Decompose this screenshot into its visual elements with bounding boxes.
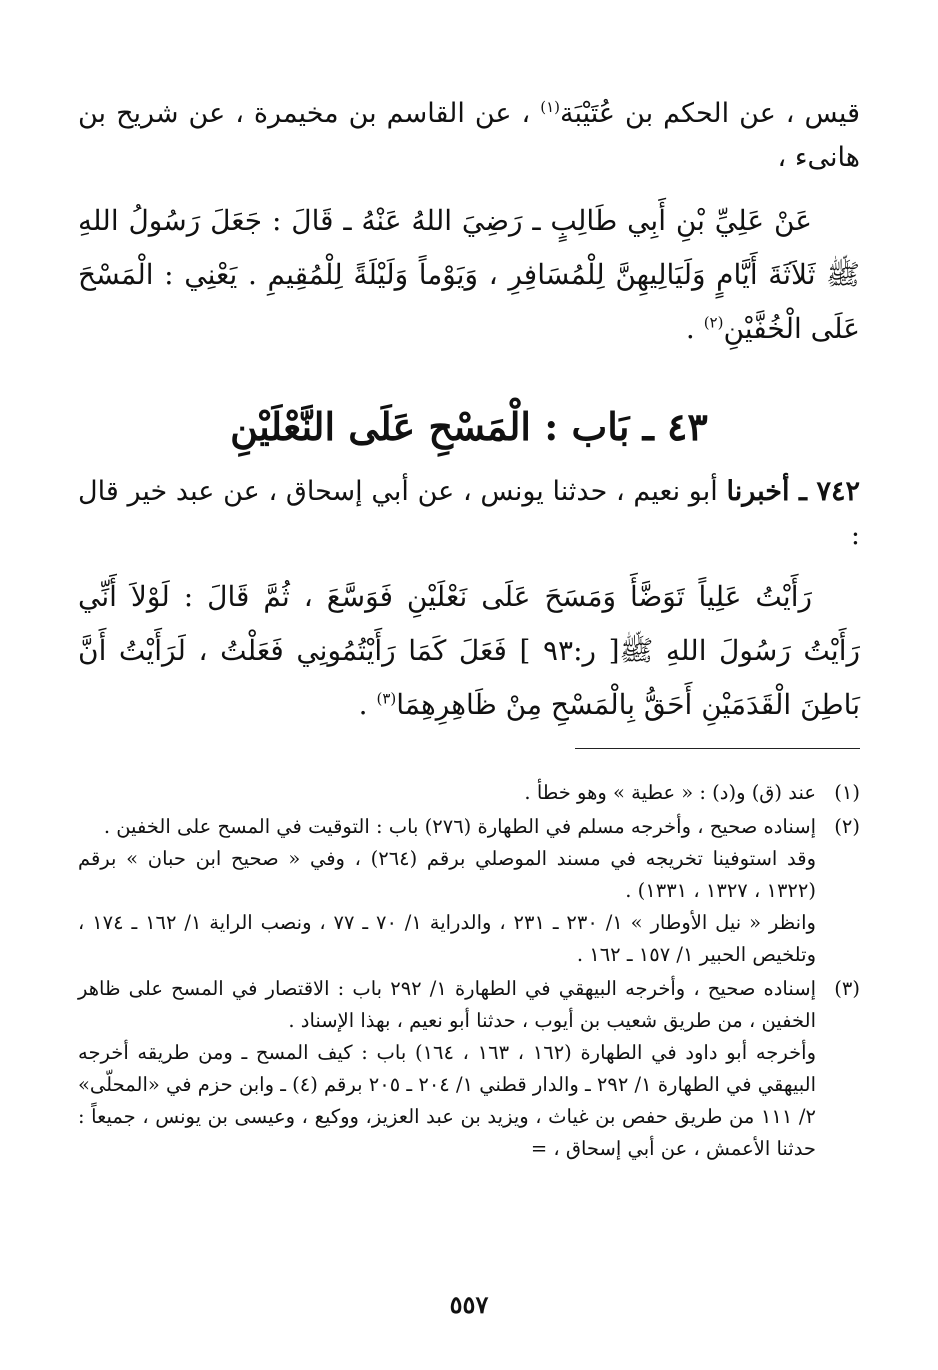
footnote-body: [78, 973, 816, 1165]
footnote-number: (١): [834, 781, 860, 804]
footnote-ref-2[interactable]: (٢): [703, 313, 724, 332]
isnad-text-rest: ، عن القاسم بن مخيمرة ، عن شريح بن هانىء ،: [78, 98, 860, 173]
page-number: ٥٥٧: [449, 1290, 489, 1319]
matn-end-1: .: [685, 312, 704, 345]
matn-paragraph-1: [78, 194, 860, 356]
isnad-paragraph: [78, 92, 860, 180]
isnad-text: قيس ، عن الحكم بن عُتَيْبَة: [560, 98, 860, 129]
footnote-text: إسناده صحيح ، وأخرجه مسلم في الطهارة (٢٧٦) باب : التوقيت في المسح على الخفين .: [103, 815, 816, 838]
footnote-body: [78, 777, 816, 809]
footnote-ref-1[interactable]: (١): [540, 98, 561, 116]
footnotes: [78, 777, 860, 1165]
footnote-text: وأخرجه أبو داود في الطهارة (١٦٢ ، ١٦٣ ، ١٦٤) باب : كيف المسح ـ ومن طريقه أخرجه البيهقي في الطهارة ١/ ٢٩٢ ـ والدار قطني ١/ ٢٠٤ ـ ٢٠٥ برقم (٤) ـ وابن حزم في «المحلّى» ٢/ ١١١ من طريق حفص بن غياث ، ويزيد بن عبد العزيز، ووكيع ، وعيسى بن يونس ، جميعاً : حدثنا الأعمش ، عن أبي إسحاق ، =: [78, 1041, 816, 1160]
footnote-1: [78, 777, 860, 809]
hadith-isnad-text: أبو نعيم ، حدثنا يونس ، عن أبي إسحاق ، عن عبد خير قال :: [78, 476, 860, 551]
footnote-text: عند (ق) و(د) : « عطية » وهو خطأ .: [524, 781, 816, 804]
footnote-3: [78, 973, 860, 1165]
footnote-number: (٣): [834, 977, 860, 1000]
matn-text-1: عَنْ عَلِيِّ بْنِ أَبِي طَالِبٍ ـ رَضِيَ اللهُ عَنْهُ ـ قَالَ : جَعَلَ رَسُولُ اللهِ ﷺ ثَلاَثَةَ أَيَّامٍ وَلَيَالِيهِنَّ لِلْمُسَافِرِ ، وَيَوْماً وَلَيْلَةً لِلْمُقِيمِ . يَعْنِي : الْمَسْحَ عَلَى الْخُفَّيْنِ: [78, 204, 860, 345]
footnote-text: وانظر « نيل الأوطار » ١/ ٢٣٠ ـ ٢٣١ ، والدراية ١/ ٧٠ ـ ٧٧ ، ونصب الراية ١/ ١٦٢ ـ ١٧٤ ، وتلخيص الحبير ١/ ١٥٧ ـ ١٦٢ .: [78, 911, 816, 966]
footnote-text: إسناده صحيح ، وأخرجه البيهقي في الطهارة ١/ ٢٩٢ باب : الاقتصار في المسح على ظاهر الخفين ، من طريق شعيب بن أيوب ، حدثنا أبو نعيم ، بهذا الإسناد .: [78, 977, 816, 1032]
hadith-number: ٧٤٢ ـ: [799, 476, 860, 507]
hadith-742-isnad: [78, 470, 860, 558]
footnote-2: [78, 811, 860, 971]
footnote-ref-3[interactable]: (٣): [376, 689, 397, 708]
hadith-lead-word: أخبرنا: [726, 476, 800, 507]
footnote-body: [78, 811, 816, 971]
footnote-number: (٢): [834, 815, 860, 838]
footnote-divider: [575, 748, 860, 749]
matn-text-2: رَأَيْتُ عَلِياً تَوَضَّأَ وَمَسَحَ عَلَى نَعْلَيْنِ فَوَسَّعَ ، ثُمَّ قَالَ : لَوْلاَ أَنِّي رَأَيْتُ رَسُولَ اللهِ ﷺ[ ر:٩٣ ] فَعَلَ كَمَا رَأَيْتُمُونِي فَعَلْتُ ، لَرَأَيْتُ أَنَّ بَاطِنَ الْقَدَمَيْنِ أَحَقُّ بِالْمَسْحِ مِنْ ظَاهِرِهِمَا: [78, 580, 860, 721]
matn-end-2: .: [358, 688, 377, 721]
footnote-text: وقد استوفينا تخريجه في مسند الموصلي برقم (٢٦٤) ، وفي « صحيح ابن حبان » برقم (١٣٢٢ ، ١٣٢٧ ، ١٣٣١) .: [78, 847, 816, 902]
matn-paragraph-2: [78, 570, 860, 732]
chapter-heading: ٤٣ ـ بَاب : الْمَسْحِ عَلَى النَّعْلَيْنِ: [230, 404, 708, 449]
